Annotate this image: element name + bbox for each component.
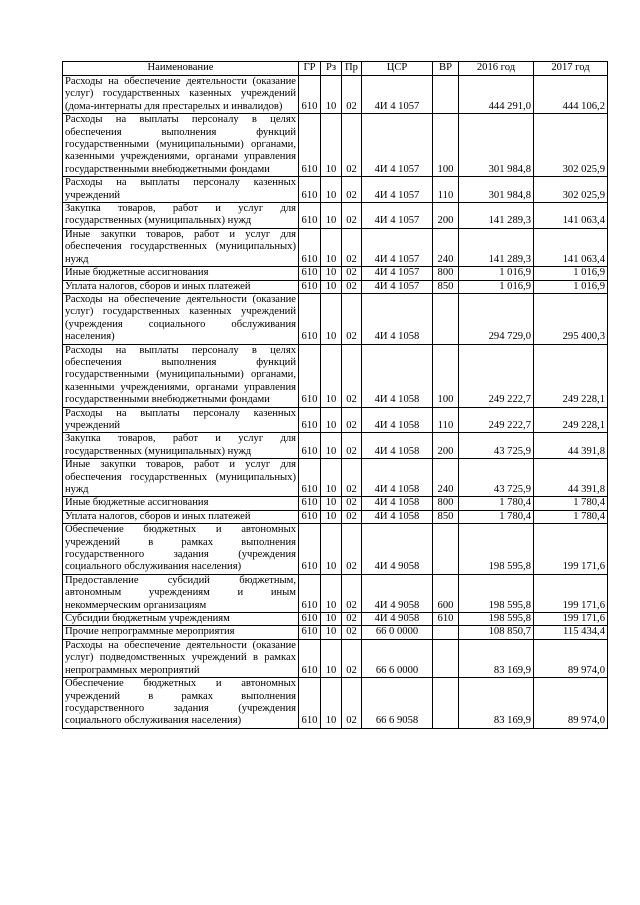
row-rz-cell: 10 xyxy=(321,228,342,266)
row-csr-cell: 4И 4 1058 xyxy=(362,459,433,497)
row-2016-cell: 444 291,0 xyxy=(459,76,534,114)
row-2016-cell: 1 016,9 xyxy=(459,280,534,293)
row-csr-cell: 4И 4 1058 xyxy=(362,433,433,459)
row-2017-cell: 1 016,9 xyxy=(534,280,608,293)
row-csr-cell: 4И 4 1058 xyxy=(362,497,433,510)
header-csr: ЦСР xyxy=(362,62,433,76)
row-name-cell: Обеспечение бюджетных и автономных учреждений в рамках выполнения государственного задания (учреждения социального обслуживания населения) xyxy=(63,678,299,729)
row-rz-cell: 10 xyxy=(321,280,342,293)
row-name-cell: Расходы на выплаты персоналу казенных учреждений xyxy=(63,407,299,433)
row-name-cell: Иные бюджетные ассигнования xyxy=(63,497,299,510)
row-rz-cell: 10 xyxy=(321,114,342,177)
row-vr-cell: 100 xyxy=(433,344,459,407)
row-name-cell: Прочие непрограммные мероприятия xyxy=(63,626,299,639)
row-rz-cell: 10 xyxy=(321,639,342,677)
row-vr-cell: 240 xyxy=(433,228,459,266)
row-2016-cell: 301 984,8 xyxy=(459,177,534,203)
row-name-cell: Закупка товаров, работ и услуг для государственных (муниципальных) нужд xyxy=(63,433,299,459)
row-pr-cell: 02 xyxy=(342,497,362,510)
table-row xyxy=(63,228,608,266)
row-name-cell: Расходы на выплаты персоналу в целях обеспечения выполнения функций государственными (муниципальными) органами, казенными учреждениями, органами управления государственными внебюджетными фондами xyxy=(63,114,299,177)
row-csr-cell: 66 0 0000 xyxy=(362,626,433,639)
row-csr-cell: 4И 4 9058 xyxy=(362,574,433,612)
row-rz-cell: 10 xyxy=(321,678,342,729)
row-rz-cell: 10 xyxy=(321,76,342,114)
row-2016-cell: 198 595,8 xyxy=(459,524,534,575)
row-gr-cell: 610 xyxy=(299,497,321,510)
row-2017-cell: 1 780,4 xyxy=(534,510,608,523)
row-pr-cell: 02 xyxy=(342,228,362,266)
row-vr-cell: 110 xyxy=(433,177,459,203)
row-2017-cell: 199 171,6 xyxy=(534,613,608,626)
row-rz-cell: 10 xyxy=(321,433,342,459)
row-rz-cell: 10 xyxy=(321,293,342,344)
row-2016-cell: 198 595,8 xyxy=(459,574,534,612)
row-vr-cell: 850 xyxy=(433,510,459,523)
row-name-cell: Закупка товаров, работ и услуг для государственных (муниципальных) нужд xyxy=(63,203,299,229)
row-2017-cell: 295 400,3 xyxy=(534,293,608,344)
row-name-cell: Иные закупки товаров, работ и услуг для обеспечения государственных (муниципальных) нужд xyxy=(63,459,299,497)
table-row xyxy=(63,678,608,729)
row-2017-cell: 302 025,9 xyxy=(534,177,608,203)
row-2017-cell: 89 974,0 xyxy=(534,639,608,677)
row-pr-cell: 02 xyxy=(342,639,362,677)
row-gr-cell: 610 xyxy=(299,407,321,433)
row-csr-cell: 4И 4 1057 xyxy=(362,280,433,293)
row-csr-cell: 66 6 0000 xyxy=(362,639,433,677)
header-gr: ГР xyxy=(299,62,321,76)
row-name-cell: Иные закупки товаров, работ и услуг для обеспечения государственных (муниципальных) нужд xyxy=(63,228,299,266)
table-row xyxy=(63,510,608,523)
row-rz-cell: 10 xyxy=(321,459,342,497)
row-pr-cell: 02 xyxy=(342,293,362,344)
row-csr-cell: 4И 4 1057 xyxy=(362,76,433,114)
row-rz-cell: 10 xyxy=(321,574,342,612)
row-pr-cell: 02 xyxy=(342,613,362,626)
row-gr-cell: 610 xyxy=(299,114,321,177)
row-csr-cell: 4И 4 1058 xyxy=(362,510,433,523)
row-2017-cell: 199 171,6 xyxy=(534,574,608,612)
row-gr-cell: 610 xyxy=(299,613,321,626)
row-2016-cell: 141 289,3 xyxy=(459,228,534,266)
row-pr-cell: 02 xyxy=(342,203,362,229)
row-vr-cell xyxy=(433,524,459,575)
row-2016-cell: 249 222,7 xyxy=(459,407,534,433)
row-pr-cell: 02 xyxy=(342,114,362,177)
row-gr-cell: 610 xyxy=(299,510,321,523)
table-row xyxy=(63,626,608,639)
row-pr-cell: 02 xyxy=(342,177,362,203)
row-name-cell: Обеспечение бюджетных и автономных учреждений в рамках выполнения государственного задания (учреждения социального обслуживания населения) xyxy=(63,524,299,575)
row-rz-cell: 10 xyxy=(321,267,342,280)
row-pr-cell: 02 xyxy=(342,344,362,407)
row-rz-cell: 10 xyxy=(321,524,342,575)
row-gr-cell: 610 xyxy=(299,626,321,639)
row-csr-cell: 4И 4 1057 xyxy=(362,267,433,280)
row-vr-cell: 850 xyxy=(433,280,459,293)
table-row xyxy=(63,433,608,459)
table-row xyxy=(63,344,608,407)
row-2016-cell: 198 595,8 xyxy=(459,613,534,626)
row-gr-cell: 610 xyxy=(299,524,321,575)
table-row xyxy=(63,613,608,626)
row-2016-cell: 249 222,7 xyxy=(459,344,534,407)
row-pr-cell: 02 xyxy=(342,280,362,293)
row-gr-cell: 610 xyxy=(299,267,321,280)
row-vr-cell: 600 xyxy=(433,574,459,612)
table-row xyxy=(63,203,608,229)
header-row xyxy=(63,62,608,76)
table-row xyxy=(63,524,608,575)
row-csr-cell: 4И 4 1058 xyxy=(362,293,433,344)
row-pr-cell: 02 xyxy=(342,678,362,729)
row-pr-cell: 02 xyxy=(342,407,362,433)
header-pr: Пр xyxy=(342,62,362,76)
row-vr-cell: 200 xyxy=(433,433,459,459)
row-2017-cell: 141 063,4 xyxy=(534,228,608,266)
row-csr-cell: 4И 4 1057 xyxy=(362,203,433,229)
table-row xyxy=(63,293,608,344)
row-csr-cell: 66 6 9058 xyxy=(362,678,433,729)
row-gr-cell: 610 xyxy=(299,433,321,459)
row-vr-cell xyxy=(433,639,459,677)
row-rz-cell: 10 xyxy=(321,407,342,433)
row-2017-cell: 115 434,4 xyxy=(534,626,608,639)
row-2017-cell: 44 391,8 xyxy=(534,433,608,459)
row-vr-cell: 610 xyxy=(433,613,459,626)
row-gr-cell: 610 xyxy=(299,639,321,677)
row-vr-cell xyxy=(433,678,459,729)
row-rz-cell: 10 xyxy=(321,497,342,510)
row-vr-cell xyxy=(433,293,459,344)
table-row xyxy=(63,76,608,114)
header-2016: 2016 год xyxy=(459,62,534,76)
row-2016-cell: 83 169,9 xyxy=(459,678,534,729)
table-row xyxy=(63,177,608,203)
row-vr-cell xyxy=(433,76,459,114)
row-2017-cell: 1 780,4 xyxy=(534,497,608,510)
row-gr-cell: 610 xyxy=(299,574,321,612)
row-vr-cell: 800 xyxy=(433,267,459,280)
row-csr-cell: 4И 4 1057 xyxy=(362,114,433,177)
row-2016-cell: 1 016,9 xyxy=(459,267,534,280)
header-2017: 2017 год xyxy=(534,62,608,76)
row-rz-cell: 10 xyxy=(321,510,342,523)
table-row xyxy=(63,267,608,280)
row-vr-cell: 100 xyxy=(433,114,459,177)
row-name-cell: Расходы на обеспечение деятельности (оказание услуг) подведомственных учреждений в рамках непрограммных мероприятий xyxy=(63,639,299,677)
row-2016-cell: 294 729,0 xyxy=(459,293,534,344)
table-row xyxy=(63,497,608,510)
row-pr-cell: 02 xyxy=(342,76,362,114)
table-row xyxy=(63,280,608,293)
row-csr-cell: 4И 4 1057 xyxy=(362,228,433,266)
row-gr-cell: 610 xyxy=(299,177,321,203)
row-gr-cell: 610 xyxy=(299,344,321,407)
row-2016-cell: 141 289,3 xyxy=(459,203,534,229)
row-pr-cell: 02 xyxy=(342,626,362,639)
row-2017-cell: 199 171,6 xyxy=(534,524,608,575)
row-name-cell: Уплата налогов, сборов и иных платежей xyxy=(63,510,299,523)
row-2017-cell: 249 228,1 xyxy=(534,344,608,407)
row-gr-cell: 610 xyxy=(299,459,321,497)
row-pr-cell: 02 xyxy=(342,433,362,459)
table-row xyxy=(63,114,608,177)
row-rz-cell: 10 xyxy=(321,626,342,639)
row-gr-cell: 610 xyxy=(299,293,321,344)
row-name-cell: Расходы на обеспечение деятельности (оказание услуг) государственных казенных учреждений (дома-интернаты для престарелых и инвалидов) xyxy=(63,76,299,114)
row-2017-cell: 44 391,8 xyxy=(534,459,608,497)
row-vr-cell: 800 xyxy=(433,497,459,510)
row-2016-cell: 1 780,4 xyxy=(459,497,534,510)
row-2017-cell: 302 025,9 xyxy=(534,114,608,177)
row-pr-cell: 02 xyxy=(342,574,362,612)
row-gr-cell: 610 xyxy=(299,678,321,729)
row-name-cell: Расходы на выплаты персоналу казенных учреждений xyxy=(63,177,299,203)
row-name-cell: Расходы на выплаты персоналу в целях обеспечения выполнения функций государственными (муниципальными) органами, казенными учреждениями, органами управления государственными внебюджетными фондами xyxy=(63,344,299,407)
header-name: Наименование xyxy=(63,62,299,76)
table-row xyxy=(63,574,608,612)
row-2016-cell: 108 850,7 xyxy=(459,626,534,639)
row-2016-cell: 43 725,9 xyxy=(459,459,534,497)
row-2017-cell: 89 974,0 xyxy=(534,678,608,729)
row-name-cell: Субсидии бюджетным учреждениям xyxy=(63,613,299,626)
table-row xyxy=(63,639,608,677)
row-csr-cell: 4И 4 9058 xyxy=(362,524,433,575)
row-name-cell: Расходы на обеспечение деятельности (оказание услуг) государственных казенных учреждений (учреждения социального обслуживания населения) xyxy=(63,293,299,344)
row-2017-cell: 249 228,1 xyxy=(534,407,608,433)
row-2017-cell: 1 016,9 xyxy=(534,267,608,280)
row-name-cell: Уплата налогов, сборов и иных платежей xyxy=(63,280,299,293)
row-name-cell: Предоставление субсидий бюджетным, автономным учреждениям и иным некоммерческим организациям xyxy=(63,574,299,612)
row-2017-cell: 444 106,2 xyxy=(534,76,608,114)
row-rz-cell: 10 xyxy=(321,613,342,626)
header-rz: Рз xyxy=(321,62,342,76)
row-csr-cell: 4И 4 1057 xyxy=(362,177,433,203)
row-vr-cell: 240 xyxy=(433,459,459,497)
row-csr-cell: 4И 4 9058 xyxy=(362,613,433,626)
row-2016-cell: 43 725,9 xyxy=(459,433,534,459)
row-2017-cell: 141 063,4 xyxy=(534,203,608,229)
budget-table xyxy=(62,61,608,729)
row-pr-cell: 02 xyxy=(342,510,362,523)
row-2016-cell: 1 780,4 xyxy=(459,510,534,523)
row-gr-cell: 610 xyxy=(299,280,321,293)
row-csr-cell: 4И 4 1058 xyxy=(362,344,433,407)
row-rz-cell: 10 xyxy=(321,177,342,203)
row-pr-cell: 02 xyxy=(342,267,362,280)
row-2016-cell: 301 984,8 xyxy=(459,114,534,177)
row-name-cell: Иные бюджетные ассигнования xyxy=(63,267,299,280)
header-vr: ВР xyxy=(433,62,459,76)
row-rz-cell: 10 xyxy=(321,203,342,229)
row-vr-cell xyxy=(433,626,459,639)
row-vr-cell: 110 xyxy=(433,407,459,433)
row-pr-cell: 02 xyxy=(342,524,362,575)
row-pr-cell: 02 xyxy=(342,459,362,497)
table-row xyxy=(63,459,608,497)
row-rz-cell: 10 xyxy=(321,344,342,407)
row-2016-cell: 83 169,9 xyxy=(459,639,534,677)
row-gr-cell: 610 xyxy=(299,76,321,114)
row-csr-cell: 4И 4 1058 xyxy=(362,407,433,433)
row-gr-cell: 610 xyxy=(299,228,321,266)
row-gr-cell: 610 xyxy=(299,203,321,229)
table-row xyxy=(63,407,608,433)
row-vr-cell: 200 xyxy=(433,203,459,229)
